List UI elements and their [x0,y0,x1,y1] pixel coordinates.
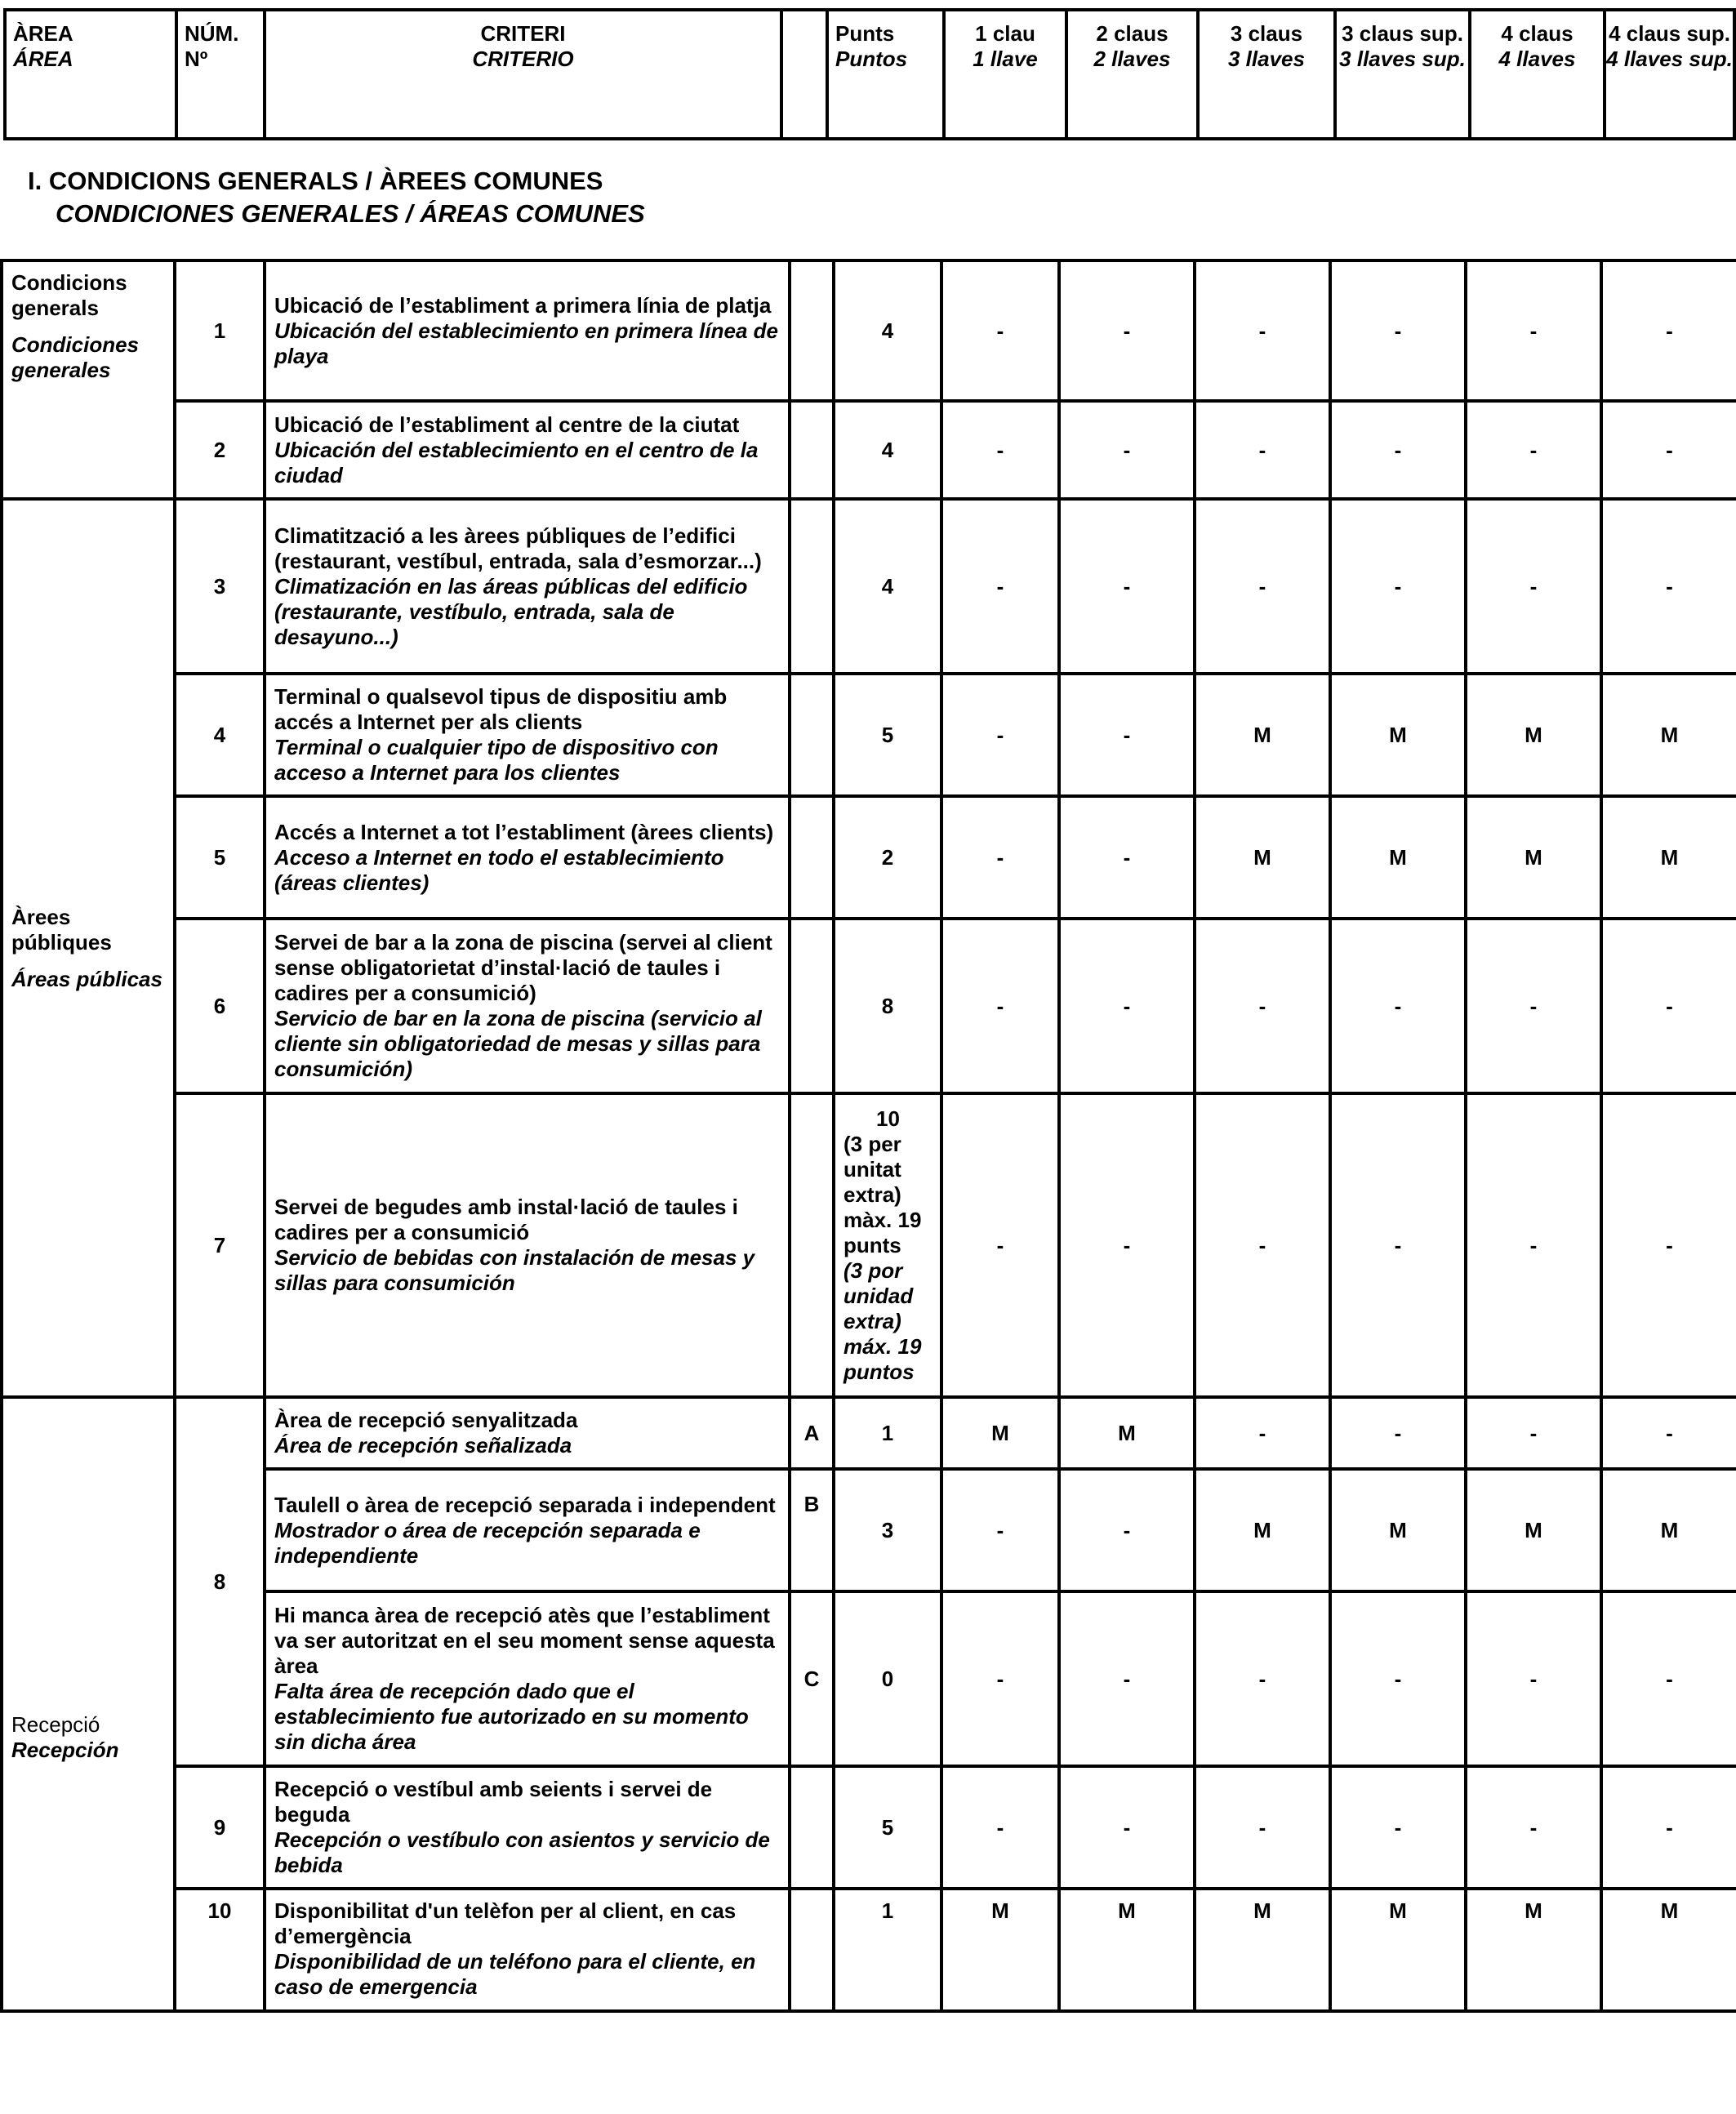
cat-2-claus: - [1059,1469,1195,1591]
cat-3-claus-sup: - [1330,260,1466,401]
cat-1-clau: - [941,1093,1059,1397]
cat-3-claus: - [1195,1093,1330,1397]
cat-1-clau: - [941,401,1059,499]
table-row [2,1397,1736,1469]
cat-2-claus: M [1059,1889,1195,2011]
row-letter [790,1766,834,1889]
points-cell: 4 [834,499,941,674]
cat-1-clau: - [941,1469,1059,1591]
cat-3-claus: M [1195,674,1330,796]
row-letter [790,1889,834,2011]
table-row [2,1766,1736,1889]
header-4-claus: 4 claus 4 llaves [1470,10,1605,139]
area-cell-publiques: Àrees públiques Áreas públicas [2,499,175,1397]
cat-3-claus: - [1195,1397,1330,1469]
header-1-clau: 1 clau 1 llave [944,10,1066,139]
points-cell: 4 [834,260,941,401]
cat-2-claus: - [1059,674,1195,796]
row-letter: B [790,1469,834,1591]
points-cell: 3 [834,1469,941,1591]
header-letter [781,10,827,139]
row-number: 2 [175,401,265,499]
cat-3-claus-sup: - [1330,401,1466,499]
cat-3-claus: - [1195,919,1330,1093]
cat-4-claus: M [1466,1889,1601,2011]
cat-3-claus: - [1195,499,1330,674]
cat-3-claus-sup: - [1330,1093,1466,1397]
cat-3-claus: M [1195,1469,1330,1591]
area-cell-recepcio: Recepció Recepción [2,1397,175,2011]
criterion-cell: Servei de bar a la zona de piscina (servei al client sense obligatorietat d’instal·lació de taules i cadires per a consumició) Servicio de bar en la zona de piscina (servicio al cliente sin obligatoriedad de mesas y sillas para consumición) [265,919,790,1093]
row-letter: C [790,1591,834,1766]
cat-3-claus-sup: M [1330,1469,1466,1591]
criterion-cell: Terminal o qualsevol tipus de dispositiu amb accés a Internet per als clients Terminal o cualquier tipo de dispositivo con acceso a Internet para los clientes [265,674,790,796]
row-number: 7 [175,1093,265,1397]
cat-1-clau: - [941,499,1059,674]
cat-3-claus: - [1195,1591,1330,1766]
section-title [28,165,645,230]
header-punts: Punts Puntos [827,10,944,139]
cat-3-claus-sup: - [1330,1397,1466,1469]
cat-3-claus-sup: - [1330,919,1466,1093]
cat-3-claus-sup: M [1330,1889,1466,2011]
criterion-cell: Ubicació de l’establiment a primera línia de platja Ubicación del establecimiento en primera línea de playa [265,260,790,401]
points-cell: 5 [834,674,941,796]
cat-2-claus: - [1059,1766,1195,1889]
header-3-claus: 3 claus 3 llaves [1198,10,1335,139]
header-num: NÚM. Nº [176,10,265,139]
cat-4-claus-sup: M [1601,674,1736,796]
area-cell-generals: Condicions generals Condiciones generales [2,260,175,499]
table-row [2,260,1736,401]
cat-3-claus: - [1195,260,1330,401]
cat-4-claus: M [1466,1469,1601,1591]
cat-4-claus-sup: M [1601,796,1736,919]
row-letter [790,499,834,674]
points-cell: 10 (3 per unitat extra) màx. 19 punts (3 por unidad extra) máx. 19 puntos [834,1093,941,1397]
criterion-cell: Servei de begudes amb instal·lació de taules i cadires per a consumició Servicio de bebidas con instalación de mesas y sillas para consumición [265,1093,790,1397]
cat-4-claus-sup: - [1601,499,1736,674]
table-row [2,919,1736,1093]
row-number: 1 [175,260,265,401]
cat-1-clau: - [941,1591,1059,1766]
cat-1-clau: M [941,1397,1059,1469]
cat-4-claus: - [1466,1093,1601,1397]
cat-4-claus: M [1466,796,1601,919]
cat-4-claus-sup: - [1601,919,1736,1093]
cat-3-claus: - [1195,1766,1330,1889]
cat-2-claus: M [1059,1397,1195,1469]
cat-3-claus-sup: M [1330,674,1466,796]
header-3-claus-sup: 3 claus sup. 3 llaves sup. [1335,10,1470,139]
cat-1-clau: M [941,1889,1059,2011]
cat-4-claus: - [1466,1766,1601,1889]
cat-2-claus: - [1059,1591,1195,1766]
header-2-claus: 2 claus 2 llaves [1066,10,1198,139]
cat-3-claus-sup: - [1330,1766,1466,1889]
cat-4-claus-sup: - [1601,1397,1736,1469]
cat-1-clau: - [941,919,1059,1093]
cat-4-claus-sup: M [1601,1889,1736,2011]
points-cell: 5 [834,1766,941,1889]
cat-4-claus-sup: - [1601,260,1736,401]
criterion-cell: Climatització a les àrees públiques de l’edifici (restaurant, vestíbul, entrada, sala d’esmorzar...) Climatización en las áreas públicas del edificio (restaurante, vestíbulo, entrada, sala de desayuno...) [265,499,790,674]
row-letter [790,401,834,499]
points-cell: 4 [834,401,941,499]
cat-4-claus-sup: - [1601,401,1736,499]
criterion-cell: Accés a Internet a tot l’establiment (àrees clients) Acceso a Internet en todo el establecimiento (áreas clientes) [265,796,790,919]
cat-4-claus: - [1466,919,1601,1093]
criterion-cell: Àrea de recepció senyalitzada Área de recepción señalizada [265,1397,790,1469]
row-letter [790,796,834,919]
cat-2-claus: - [1059,796,1195,919]
row-number: 6 [175,919,265,1093]
cat-3-claus-sup: - [1330,499,1466,674]
table-row [2,499,1736,674]
row-number: 10 [175,1889,265,2011]
cat-4-claus: - [1466,499,1601,674]
cat-1-clau: - [941,796,1059,919]
table-row [2,1093,1736,1397]
row-number: 9 [175,1766,265,1889]
criterion-cell: Recepció o vestíbul amb seients i servei de beguda Recepción o vestíbulo con asientos y servicio de bebida [265,1766,790,1889]
row-letter [790,260,834,401]
cat-1-clau: - [941,1766,1059,1889]
header-table [3,8,1736,140]
header-row [5,10,1734,139]
row-letter: A [790,1397,834,1469]
criterion-cell: Disponibilitat d'un telèfon per al client, en cas d’emergència Disponibilidad de un teléfono para el cliente, en caso de emergencia [265,1889,790,2011]
cat-3-claus: - [1195,401,1330,499]
points-cell: 2 [834,796,941,919]
cat-4-claus: M [1466,674,1601,796]
row-letter [790,674,834,796]
cat-3-claus: M [1195,1889,1330,2011]
cat-3-claus-sup: - [1330,1591,1466,1766]
criterion-cell: Hi manca àrea de recepció atès que l’establiment va ser autoritzat en el seu moment sense aquesta àrea Falta área de recepción dado que el establecimiento fue autorizado en su momento sin dicha área [265,1591,790,1766]
cat-2-claus: - [1059,260,1195,401]
criterion-cell: Ubicació de l’establiment al centre de la ciutat Ubicación del establecimiento en el centro de la ciudad [265,401,790,499]
row-number: 3 [175,499,265,674]
cat-4-claus: - [1466,401,1601,499]
cat-3-claus-sup: M [1330,796,1466,919]
points-cell: 0 [834,1591,941,1766]
points-cell: 8 [834,919,941,1093]
header-criteri: CRITERI CRITERIO [265,10,781,139]
cat-1-clau: - [941,260,1059,401]
cat-3-claus: M [1195,796,1330,919]
row-number: 8 [175,1397,265,1766]
cat-4-claus: - [1466,1397,1601,1469]
cat-4-claus: - [1466,260,1601,401]
table-row [2,674,1736,796]
points-cell: 1 [834,1889,941,2011]
criterion-cell: Taulell o àrea de recepció separada i independent Mostrador o área de recepción separada e independiente [265,1469,790,1591]
cat-4-claus-sup: M [1601,1469,1736,1591]
table-row [2,796,1736,919]
cat-2-claus: - [1059,499,1195,674]
cat-4-claus-sup: - [1601,1093,1736,1397]
cat-4-claus-sup: - [1601,1591,1736,1766]
cat-2-claus: - [1059,401,1195,499]
table-row [2,1889,1736,2011]
header-area: ÀREA ÁREA [5,10,176,139]
points-cell: 1 [834,1397,941,1469]
table-row [2,401,1736,499]
section-title-ca: I. CONDICIONS GENERALS / ÀREES COMUNES [28,167,603,195]
criteria-table [0,259,1736,2013]
cat-4-claus: - [1466,1591,1601,1766]
row-number: 5 [175,796,265,919]
row-letter [790,1093,834,1397]
row-letter [790,919,834,1093]
cat-2-claus: - [1059,1093,1195,1397]
header-4-claus-sup: 4 claus sup. 4 llaves sup. [1605,10,1734,139]
cat-2-claus: - [1059,919,1195,1093]
section-title-es: CONDICIONES GENERALES / ÁREAS COMUNES [56,199,645,228]
cat-4-claus-sup: - [1601,1766,1736,1889]
cat-1-clau: - [941,674,1059,796]
row-number: 4 [175,674,265,796]
